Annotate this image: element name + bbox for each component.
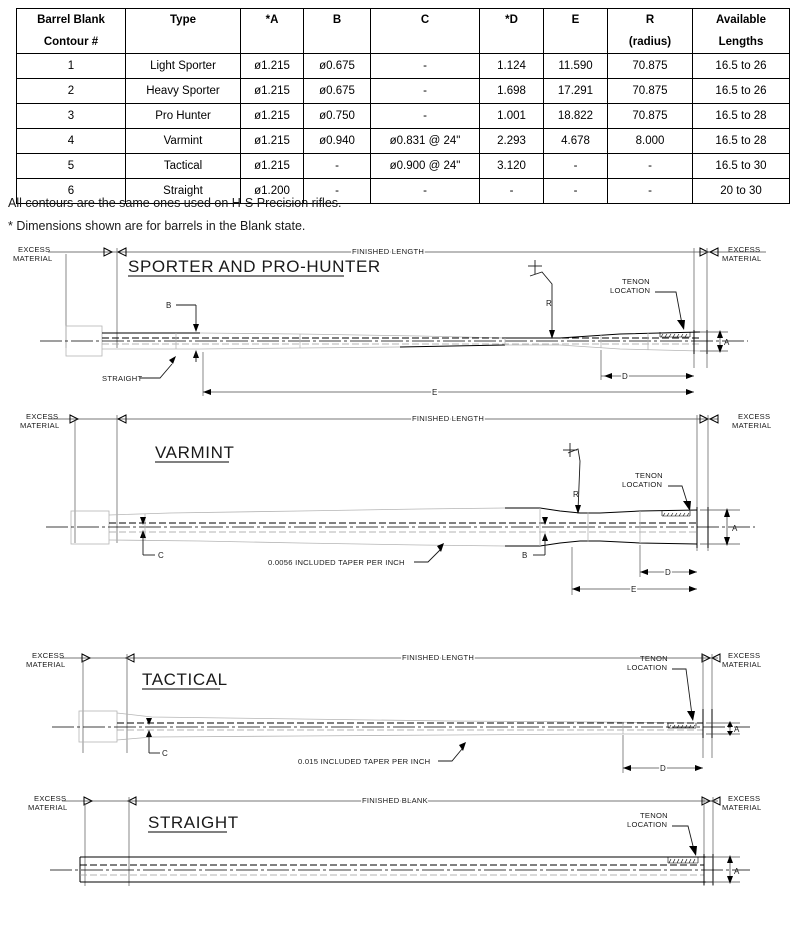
col-subheader-d (480, 31, 544, 54)
cell-r: 70.875 (608, 104, 693, 129)
cell-r: - (608, 179, 693, 204)
col-subheader-e (544, 31, 608, 54)
varmint-taper-note-group (268, 543, 444, 567)
varmint-dim-d (640, 545, 697, 577)
cell-contour: 3 (17, 104, 126, 129)
tactical-title: TACTICAL (142, 670, 228, 689)
straight-title-group (148, 813, 239, 832)
col-subheader-a (241, 31, 304, 54)
varmint-excess-left-line2: MATERIAL (20, 421, 60, 430)
cell-type: Varmint (126, 129, 241, 154)
cell-d: 3.120 (480, 154, 544, 179)
tactical-dim-d (623, 735, 703, 773)
cell-a: ø1.215 (241, 54, 304, 79)
cell-contour: 1 (17, 54, 126, 79)
cell-b: ø0.940 (304, 129, 371, 154)
straight-label-a: A (734, 867, 740, 876)
cell-a: ø1.215 (241, 104, 304, 129)
cell-r: 8.000 (608, 129, 693, 154)
sporter-dim-b (166, 301, 199, 362)
cell-c: ø0.831 @ 24" (371, 129, 480, 154)
varmint-label-r: R (573, 490, 579, 499)
cell-lengths: 16.5 to 30 (693, 154, 790, 179)
tactical-dim-a (706, 721, 740, 736)
tactical-taper-note: 0.015 INCLUDED TAPER PER INCH (298, 757, 431, 766)
tactical-label-d: D (660, 764, 666, 773)
drawing-sporter-pro-hunter (0, 240, 805, 402)
tactical-tenon-line1: TENON (640, 654, 668, 663)
col-subheader-type (126, 31, 241, 54)
varmint-excess-left-line1: EXCESS (26, 412, 59, 421)
cell-c: ø0.900 @ 24" (371, 154, 480, 179)
cell-lengths: 20 to 30 (693, 179, 790, 204)
table-row (17, 104, 790, 129)
cell-e: 18.822 (544, 104, 608, 129)
sporter-label-r: R (546, 299, 552, 308)
col-header-b: B (304, 9, 371, 32)
cell-a: ø1.215 (241, 154, 304, 179)
tactical-excess-right-line1: EXCESS (728, 651, 761, 660)
straight-tenon-line1: TENON (640, 811, 668, 820)
col-header-type: Type (126, 9, 241, 32)
col-subheader-r: (radius) (608, 31, 693, 54)
table-row (17, 54, 790, 79)
cell-contour: 5 (17, 154, 126, 179)
straight-excess-right-line1: EXCESS (728, 794, 761, 803)
sporter-excess-left-line1: EXCESS (18, 245, 51, 254)
col-header-c: C (371, 9, 480, 32)
col-subheader-c (371, 31, 480, 54)
varmint-label-b: B (522, 551, 528, 560)
cell-contour: 4 (17, 129, 126, 154)
table-row (17, 79, 790, 104)
col-header-contour: Barrel Blank (17, 9, 126, 32)
sporter-excess-right-line1: EXCESS (728, 245, 761, 254)
varmint-title-group (155, 443, 234, 462)
cell-c: - (371, 104, 480, 129)
cell-e: - (544, 154, 608, 179)
col-header-e: E (544, 9, 608, 32)
sporter-callout-straight (102, 356, 176, 383)
cell-e: 17.291 (544, 79, 608, 104)
varmint-label-c: C (158, 551, 164, 560)
col-subheader-lengths: Lengths (693, 31, 790, 54)
cell-a: ø1.200 (241, 179, 304, 204)
drawing-straight (0, 786, 805, 911)
sporter-label-a: A (724, 338, 730, 347)
varmint-span-label: FINISHED LENGTH (412, 414, 485, 423)
cell-r: 70.875 (608, 79, 693, 104)
cell-type: Straight (126, 179, 241, 204)
tactical-title-group (142, 670, 228, 689)
cell-type: Tactical (126, 154, 241, 179)
cell-d: - (480, 179, 544, 204)
varmint-label-e: E (631, 585, 637, 594)
varmint-taper-note: 0.0056 INCLUDED TAPER PER INCH (268, 558, 405, 567)
cell-e: 11.590 (544, 54, 608, 79)
note-contours-same: All contours are the same ones used on H-S Precision rifles. (8, 196, 342, 210)
col-header-r: R (608, 9, 693, 32)
cell-type: Heavy Sporter (126, 79, 241, 104)
specification-table-container (16, 8, 789, 204)
sporter-title-group (128, 257, 381, 276)
tactical-excess-left-line1: EXCESS (32, 651, 65, 660)
cell-d: 2.293 (480, 129, 544, 154)
note-blank-state: * Dimensions shown are for barrels in the Blank state. (8, 219, 306, 233)
sporter-barrel-profile (40, 326, 748, 356)
cell-d: 1.001 (480, 104, 544, 129)
varmint-label-a: A (732, 524, 738, 533)
cell-b: ø0.750 (304, 104, 371, 129)
cell-d: 1.698 (480, 79, 544, 104)
varmint-excess-right-line1: EXCESS (738, 412, 771, 421)
drawing-varmint (0, 405, 805, 600)
cell-contour: 2 (17, 79, 126, 104)
drawing-tactical (0, 643, 805, 778)
cell-c: - (371, 179, 480, 204)
tactical-label-c: C (162, 749, 168, 758)
varmint-tenon-line2: LOCATION (622, 480, 663, 489)
sporter-dim-d (601, 350, 694, 381)
sporter-dim-a (700, 330, 730, 353)
table-row (17, 154, 790, 179)
varmint-title: VARMINT (155, 443, 235, 462)
tactical-callout-tenon (627, 654, 695, 721)
sporter-tenon-line2: LOCATION (610, 286, 651, 295)
cell-r: - (608, 154, 693, 179)
straight-tenon-line2: LOCATION (627, 820, 668, 829)
tactical-dim-c (146, 718, 168, 758)
tactical-excess-right-line2: MATERIAL (722, 660, 762, 669)
varmint-excess-right-line2: MATERIAL (732, 421, 772, 430)
straight-excess-right-line2: MATERIAL (722, 803, 762, 812)
cell-lengths: 16.5 to 26 (693, 54, 790, 79)
cell-b: ø0.675 (304, 54, 371, 79)
col-header-a: *A (241, 9, 304, 32)
table-header-row-top (17, 9, 790, 32)
cell-e: 4.678 (544, 129, 608, 154)
cell-type: Light Sporter (126, 54, 241, 79)
sporter-callout-tenon (610, 277, 685, 330)
tactical-label-a: A (734, 725, 740, 734)
col-header-d: *D (480, 9, 544, 32)
cell-lengths: 16.5 to 28 (693, 104, 790, 129)
straight-title: STRAIGHT (148, 813, 239, 832)
table-row (17, 129, 790, 154)
sporter-label-e: E (432, 388, 438, 397)
varmint-dim-c (140, 517, 164, 560)
cell-lengths: 16.5 to 26 (693, 79, 790, 104)
sporter-excess-right-line2: MATERIAL (722, 254, 762, 263)
cell-c: - (371, 54, 480, 79)
straight-span-label: FINISHED BLANK (362, 796, 428, 805)
cell-c: - (371, 79, 480, 104)
cell-a: ø1.215 (241, 129, 304, 154)
varmint-label-d: D (665, 568, 671, 577)
straight-tenon-hatch (668, 857, 698, 863)
sporter-label-b: B (166, 301, 172, 310)
straight-excess-left-line1: EXCESS (34, 794, 67, 803)
varmint-callout-tenon (622, 471, 691, 511)
cell-lengths: 16.5 to 28 (693, 129, 790, 154)
sporter-label-d: D (622, 372, 628, 381)
tactical-excess-left-line2: MATERIAL (26, 660, 66, 669)
col-subheader-b (304, 31, 371, 54)
cell-type: Pro Hunter (126, 104, 241, 129)
cell-b: - (304, 154, 371, 179)
sporter-label-straight: STRAIGHT (102, 374, 143, 383)
tactical-barrel-profile (52, 709, 750, 742)
tactical-tenon-line2: LOCATION (627, 663, 668, 672)
varmint-dim-e (572, 547, 697, 595)
varmint-tenon-hatch (662, 511, 690, 516)
varmint-dim-r (563, 443, 581, 514)
cell-d: 1.124 (480, 54, 544, 79)
straight-dim-a (706, 855, 740, 884)
cell-a: ø1.215 (241, 79, 304, 104)
sporter-tenon-line1: TENON (622, 277, 650, 286)
varmint-tenon-line1: TENON (635, 471, 663, 480)
table-header-row-bottom (17, 31, 790, 54)
sporter-excess-left-line2: MATERIAL (13, 254, 53, 263)
tactical-span-label: FINISHED LENGTH (402, 653, 475, 662)
sporter-title: SPORTER AND PRO-HUNTER (128, 257, 381, 276)
cell-b: ø0.675 (304, 79, 371, 104)
sporter-span-label: FINISHED LENGTH (352, 247, 425, 256)
varmint-barrel-profile (46, 507, 755, 548)
col-subheader-contour: Contour # (17, 31, 126, 54)
straight-finished-blank-dimension (62, 797, 720, 886)
tactical-taper-note-group (298, 742, 466, 766)
cell-b: - (304, 179, 371, 204)
straight-callout-tenon (627, 811, 697, 856)
cell-contour: 6 (17, 179, 126, 204)
straight-excess-left-line2: MATERIAL (28, 803, 68, 812)
varmint-finished-length-dimension (48, 415, 718, 551)
cell-r: 70.875 (608, 54, 693, 79)
cell-e: - (544, 179, 608, 204)
varmint-dim-b (522, 517, 548, 560)
straight-barrel-profile (50, 854, 750, 885)
col-header-lengths: Available (693, 9, 790, 32)
sporter-dim-r (528, 260, 555, 339)
sporter-dim-e (203, 352, 694, 397)
barrel-contour-table (16, 8, 790, 204)
